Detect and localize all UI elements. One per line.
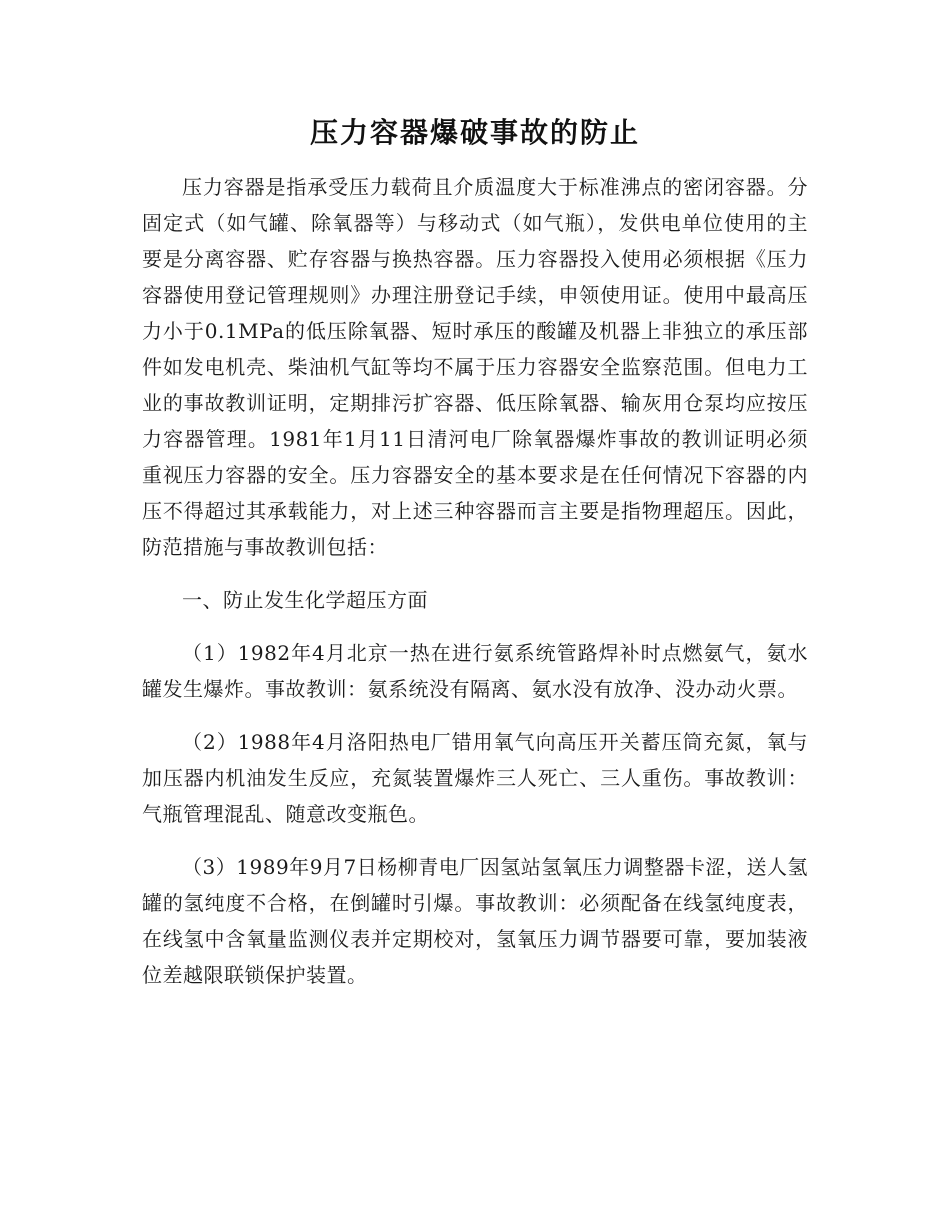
intro-paragraph: 压力容器是指承受压力载荷且介质温度大于标准沸点的密闭容器。分固定式（如气罐、除氧器等）与移动式（如气瓶），发供电单位使用的主要是分离容器、贮存容器与换热容器。压力容器投入使用必须根据《压力容器使用登记管理规则》办理注册登记手续，申领使用证。使用中最高压力小于0.1MPa的低压除氧器、短时承压的酸罐及机器上非独立的承压部件如发电机壳、柴油机气缸等均不属于压力容器安全监察范围。但电力工业的事故教训证明，定期排污扩容器、低压除氧器、输灰用仓泵均应按压力容器管理。1981年1月11日清河电厂除氧器爆炸事故的教训证明必须重视压力容器的安全。压力容器安全的基本要求是在任何情况下容器的内压不得超过其承载能力，对上述三种容器而言主要是指物理超压。因此，防范措施与事故教训包括： [142,175,808,559]
incident-item-2: （2）1988年4月洛阳热电厂错用氧气向高压开关蓄压筒充氮，氧与加压器内机油发生反应，充氮装置爆炸三人死亡、三人重伤。事故教训：气瓶管理混乱、随意改变瓶色。 [142,730,808,826]
document-title: 压力容器爆破事故的防止 [309,116,640,149]
section-heading: 一、防止发生化学超压方面 [182,588,428,612]
incident-item-1: （1）1982年4月北京一热在进行氨系统管路焊补时点燃氨气，氨水罐发生爆炸。事故教训：氨系统没有隔离、氨水没有放净、没办动火票。 [142,641,808,701]
document-page [142,110,808,993]
incident-item-3: （3）1989年9月7日杨柳青电厂因氢站氢氧压力调整器卡涩，送人氢罐的氢纯度不合格，在倒罐时引爆。事故教训：必须配备在线氢纯度表，在线氢中含氧量监测仪表并定期校对，氢氧压力调节器要可靠，要加装液位差越限联锁保护装置。 [142,855,808,987]
